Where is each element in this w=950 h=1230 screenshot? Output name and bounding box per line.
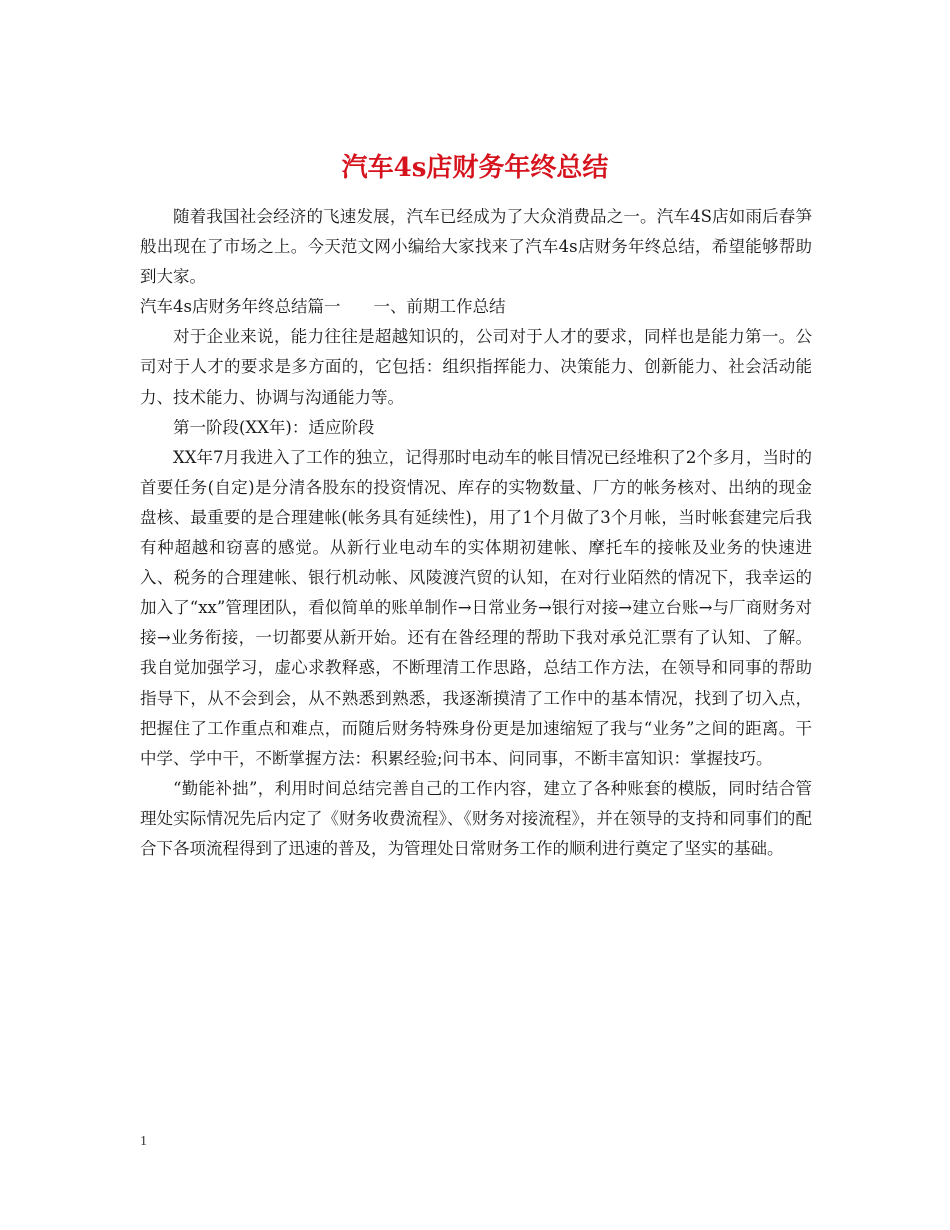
page-number: 1 [140, 1134, 147, 1149]
document-title: 汽车4s店财务年终总结 [341, 153, 609, 184]
section-heading: 汽车4s店财务年终总结篇一 一、前期工作总结 [140, 297, 506, 317]
paragraph-ability: 对于企业来说，能力往往是超越知识的，公司对于人才的要求，同样也是能力第一。公司对于人才的要求是多方面的，它包括：组织指挥能力、决策能力、创新能力、社会活动能力、技术能力、协调与沟通能力等。 [140, 327, 812, 407]
stage-heading: 第一阶段(XX年)：适应阶段 [173, 417, 375, 437]
paragraph-intro: 随着我国社会经济的飞速发展，汽车已经成为了大众消费品之一。汽车4S店如雨后春笋般出现在了市场之上。今天范文网小编给大家找来了汽车4s店财务年终总结，希望能够帮助到大家。 [140, 207, 812, 287]
paragraph-diligence: “勤能补拙”，利用时间总结完善自己的工作内容，建立了各种账套的模版，同时结合管理处实际情况先后内定了《财务收费流程》、《财务对接流程》，并在领导的支持和同事们的配合下各项流程得到了迅速的普及，为管理处日常财务工作的顺利进行奠定了坚实的基础。 [140, 778, 812, 858]
document-body [140, 202, 812, 864]
paragraph-stage-one: XX年7月我进入了工作的独立，记得那时电动车的帐目情况已经堆积了2个多月，当时的首要任务(自定)是分清各股东的投资情况、库存的实物数量、厂方的帐务核对、出纳的现金盘核、最重要的是合理建帐(帐务具有延续性)，用了1个月做了3个月帐，当时帐套建完后我有种超越和窃喜的感觉。从新行业电动车的实体期初建帐、摩托车的接帐及业务的快速进入、税务的合理建帐、银行机动帐、风陵渡汽贸的认知，在对行业陌然的情况下，我幸运的加入了“xx”管理团队，看似简单的账单制作→日常业务→银行对接→建立台账→与厂商财务对接→业务衔接，一切都要从新开始。还有在昝经理的帮助下我对承兑汇票有了认知、了解。我自觉加强学习，虚心求教释惑，不断理清工作思路，总结工作方法，在领导和同事的帮助指导下，从不会到会，从不熟悉到熟悉，我逐渐摸清了工作中的基本情况，找到了切入点，把握住了工作重点和难点，而随后财务特殊身份更是加速缩短了我与“业务”之间的距离。干中学、学中干，不断掌握方法：积累经验;问书本、问同事，不断丰富知识：掌握技巧。 [140, 447, 812, 768]
